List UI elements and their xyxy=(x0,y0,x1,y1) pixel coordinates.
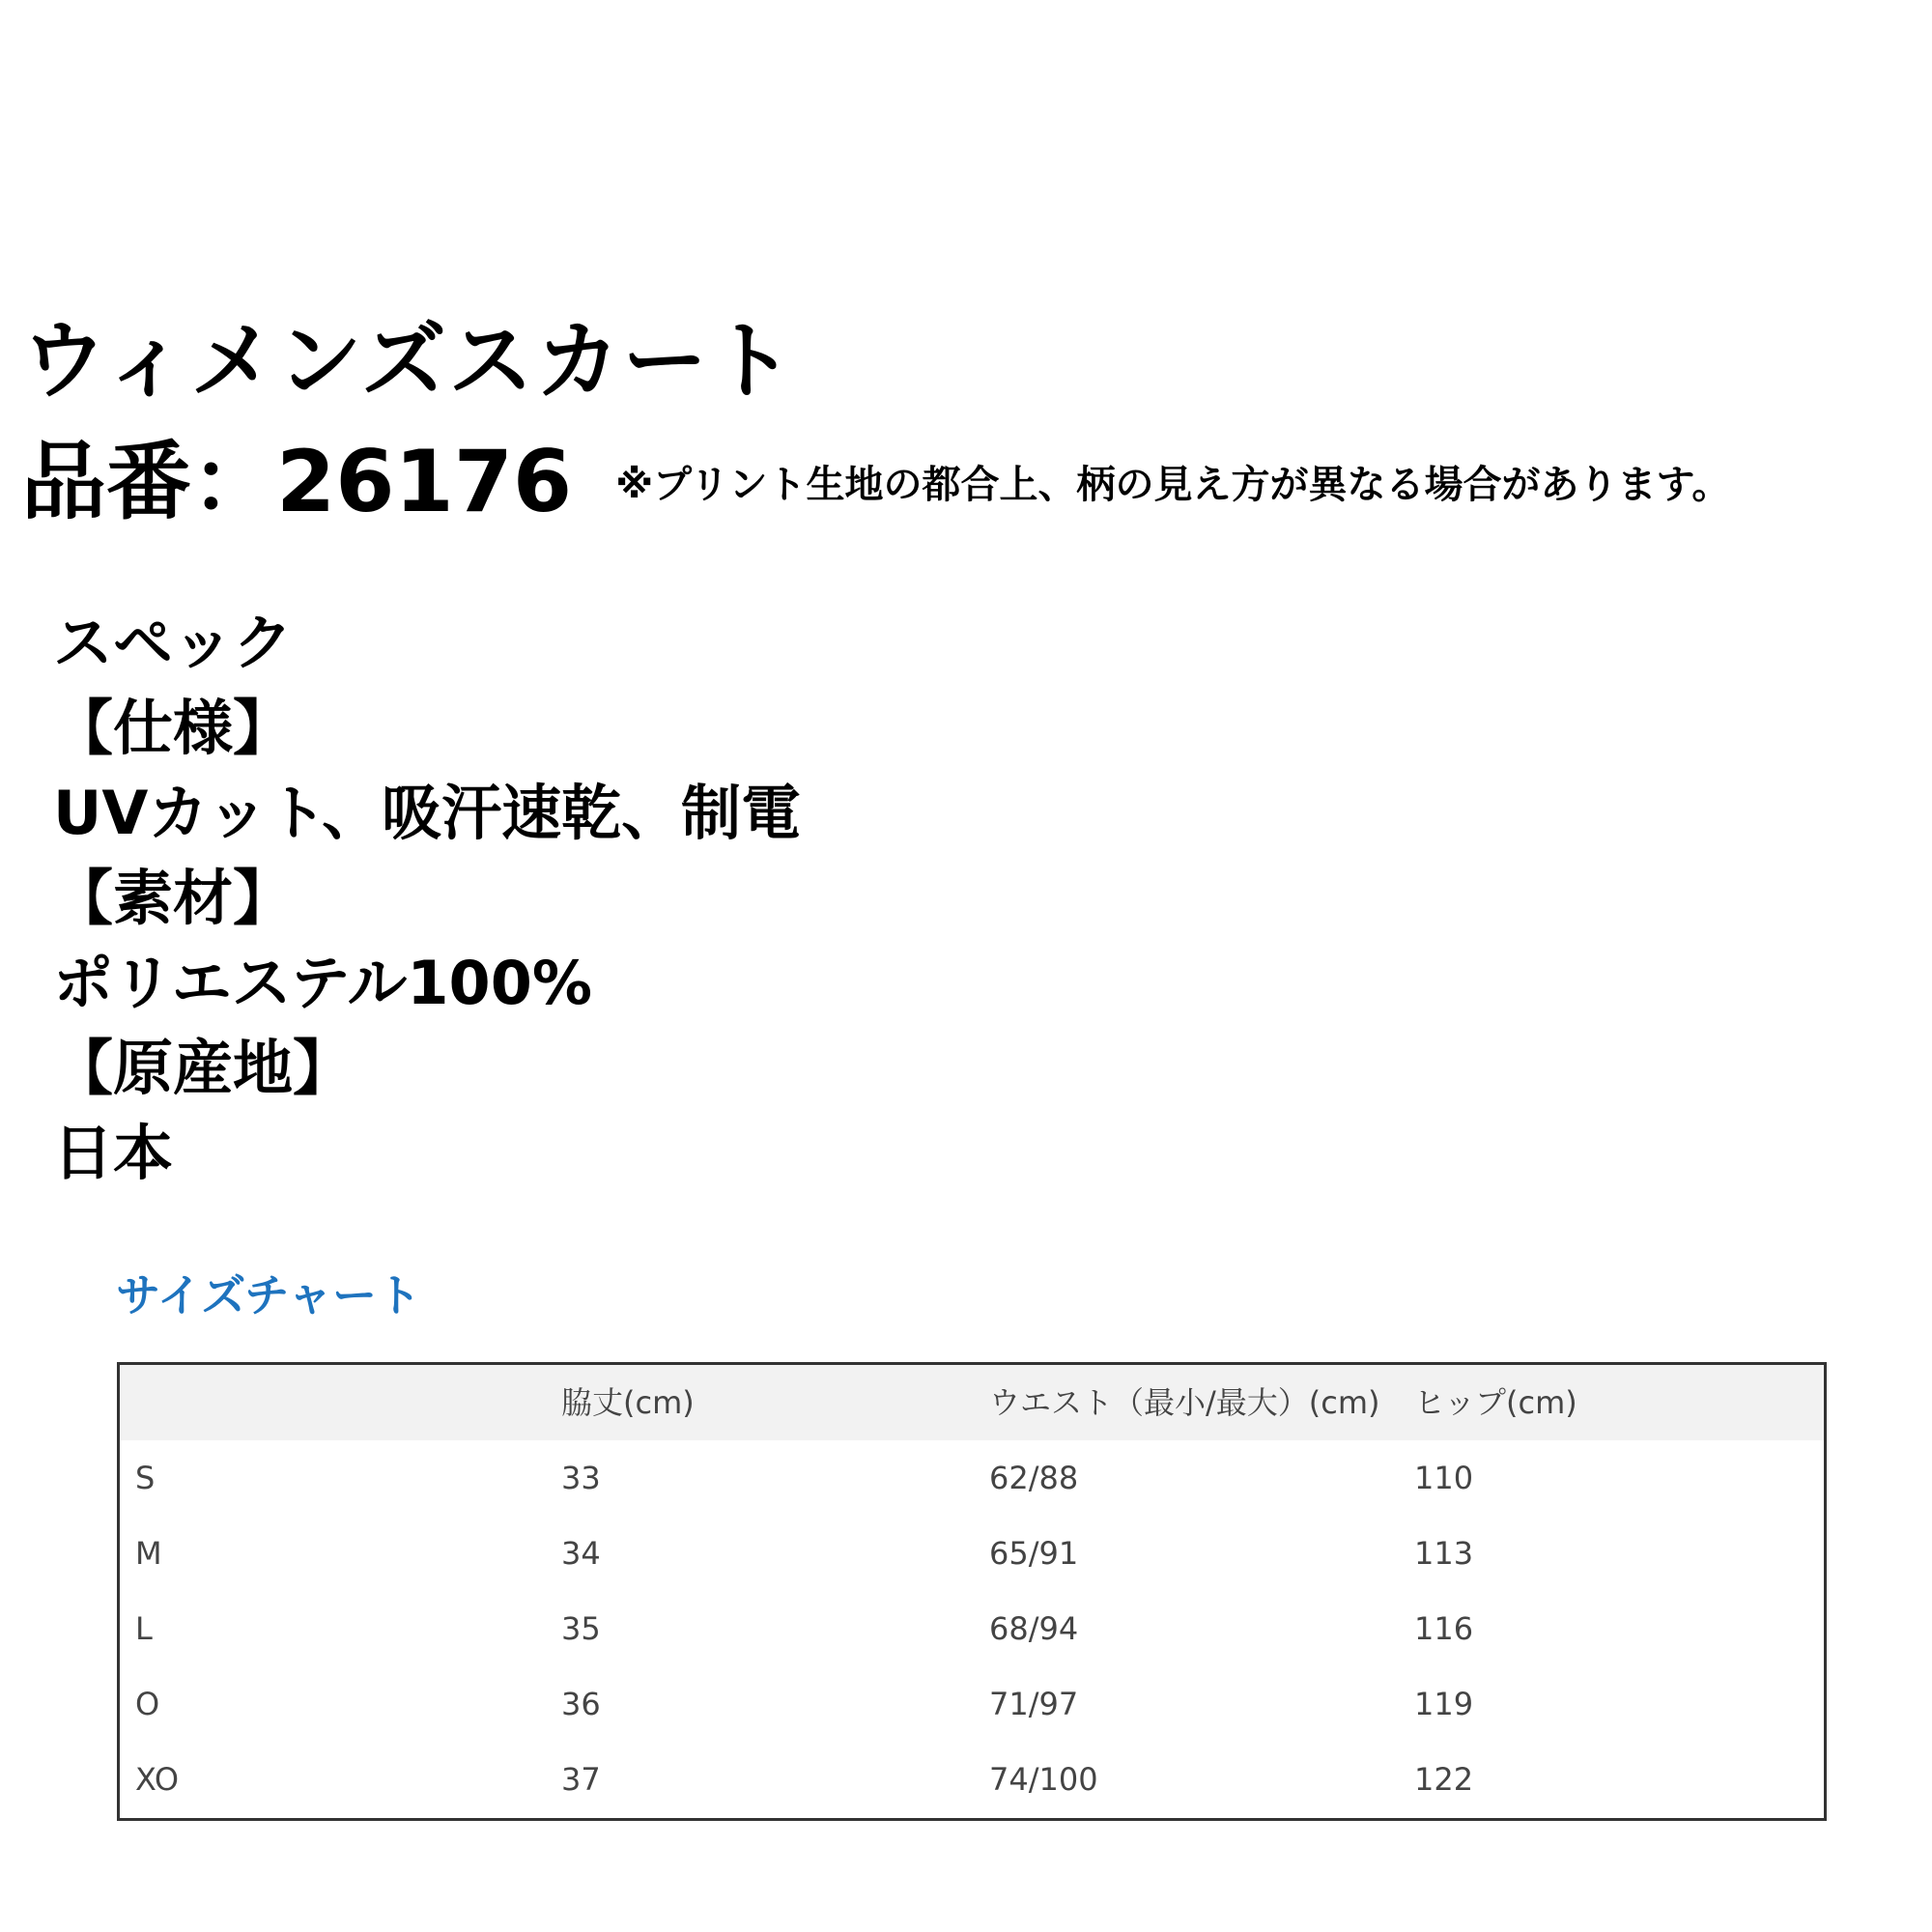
table-cell: M xyxy=(135,1535,162,1572)
spec-value: UVカット、吸汗速乾、制電 xyxy=(53,778,802,848)
product-code: 品番：26176 xyxy=(21,432,573,531)
material-value: ポリエステル100% xyxy=(53,948,592,1018)
table-cell: 71/97 xyxy=(989,1686,1079,1722)
table-cell: 122 xyxy=(1414,1761,1474,1798)
product-title: ウィメンズスカート xyxy=(21,311,797,411)
table-cell: XO xyxy=(135,1761,180,1798)
table-cell: 110 xyxy=(1414,1460,1474,1496)
table-cell: 35 xyxy=(561,1610,601,1647)
spec-heading: スペック xyxy=(53,608,294,678)
spec-label: 【仕様】 xyxy=(53,693,294,763)
table-cell: 36 xyxy=(561,1686,601,1722)
table-cell: 62/88 xyxy=(989,1460,1079,1496)
origin-value: 日本 xyxy=(53,1118,174,1188)
size-chart-heading: サイズチャート xyxy=(116,1269,422,1321)
table-cell: 65/91 xyxy=(989,1535,1079,1572)
table-row xyxy=(120,1440,1824,1516)
table-cell: S xyxy=(135,1460,156,1496)
table-row xyxy=(120,1666,1824,1742)
table-row xyxy=(120,1742,1824,1817)
table-cell: 33 xyxy=(561,1460,601,1496)
table-cell: 34 xyxy=(561,1535,601,1572)
table-row xyxy=(120,1516,1824,1591)
table-header-cell: 脇丈(cm) xyxy=(561,1384,695,1421)
print-note: ※プリント生地の都合上、柄の見え方が異なる場合があります。 xyxy=(615,463,1731,507)
table-cell: 113 xyxy=(1414,1535,1474,1572)
table-cell: 119 xyxy=(1414,1686,1474,1722)
origin-label: 【原産地】 xyxy=(53,1033,354,1103)
table-cell: 116 xyxy=(1414,1610,1474,1647)
spec-block xyxy=(53,601,801,1196)
product-code-row xyxy=(21,432,1731,531)
material-label: 【素材】 xyxy=(53,863,294,933)
table-header-cell: ヒップ(cm) xyxy=(1414,1384,1577,1421)
table-header-cell: ウエスト（最小/最大）(cm) xyxy=(989,1384,1380,1421)
table-cell: 74/100 xyxy=(989,1761,1098,1798)
table-cell: 37 xyxy=(561,1761,601,1798)
size-table xyxy=(117,1362,1827,1821)
table-cell: O xyxy=(135,1686,160,1722)
table-header-row xyxy=(120,1365,1824,1440)
table-cell: L xyxy=(135,1610,153,1647)
table-cell: 68/94 xyxy=(989,1610,1079,1647)
table-row xyxy=(120,1591,1824,1666)
